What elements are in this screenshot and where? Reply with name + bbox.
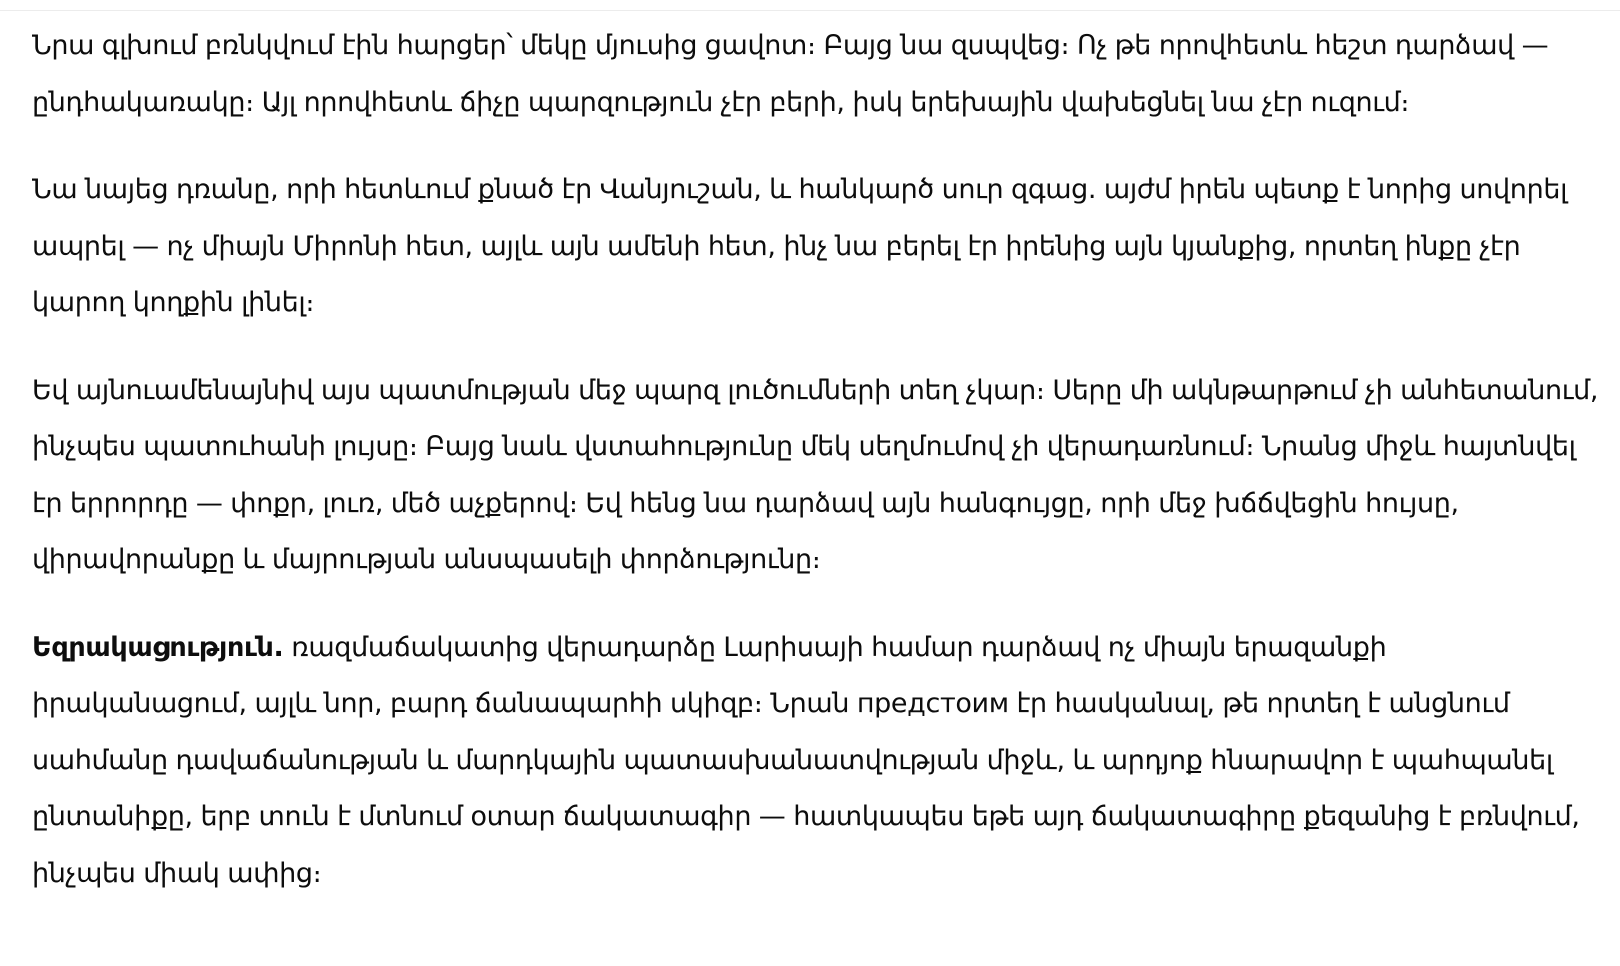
- paragraph-text: Եվ այնուամենայնիվ այս պատմության մեջ պարզ լուծումների տեղ չկար։ Սերը մի ակնթարթում չի անհետանում, ինչպես պատուհանի լույսը։ Բայց նաև վստահությունը մեկ սեղմումով չի վերադառնում։ Նրանց միջև հայտնվել էր երրորդը — փոքր, լուռ, մեծ աչքերով։ Եվ հենց նա դարձավ այն հանգույցը, որի մեջ խճճվեցին հույսը, վիրավորանքը և մայրության անսպասելի փորձությունը։: [32, 374, 1599, 575]
- paragraph-text: ռազմաճակատից վերադարձը Լարիսայի համար դարձավ ոչ միայն երազանքի իրականացում, այլև նոր, բարդ ճանապարհի սկիզբ։ Նրան предстоим էր հասկանալ, թե որտեղ է անցնում սահմանը դավաճանության և մարդկային պատասխանատվության միջև, և արդյոք հնարավոր է պահպանել ընտանիքը, երբ տուն է մտնում օտար ճակատագիր — հատկապես եթե այդ ճակատագիրը քեզանից է բռնվում, ինչպես միակ ափից։: [32, 631, 1580, 889]
- paragraph: [32, 162, 1600, 332]
- top-divider: [0, 10, 1620, 11]
- paragraph: [32, 18, 1600, 131]
- paragraph-text: Նրա գլխում բռնկվում էին հարցեր՝ մեկը մյուսից ցավոտ։ Բայց նա զսպվեց։ Ոչ թե որովհետև հեշտ դարձավ — ընդհակառակը։ Այլ որովհետև ճիչը պարզություն չէր բերի, իսկ երեխային վախեցնել նա չէր ուզում։: [32, 30, 1549, 118]
- paragraph-text: Նա նայեց դռանը, որի հետևում քնած էր Վանյուշան, և հանկարծ սուր զգաց. այժմ իրեն պետք է նորից սովորել ապրել — ոչ միայն Միրոնի հետ, այլև այն ամենի հետ, ինչ նա բերել էր իրենից այն կյանքից, որտեղ ինքը չէր կարող կողքին լինել։: [32, 174, 1568, 318]
- paragraph: [32, 363, 1600, 589]
- conclusion-paragraph: [32, 620, 1600, 903]
- article-body: [32, 18, 1600, 902]
- conclusion-lead: Եզրակացություն.: [32, 631, 284, 663]
